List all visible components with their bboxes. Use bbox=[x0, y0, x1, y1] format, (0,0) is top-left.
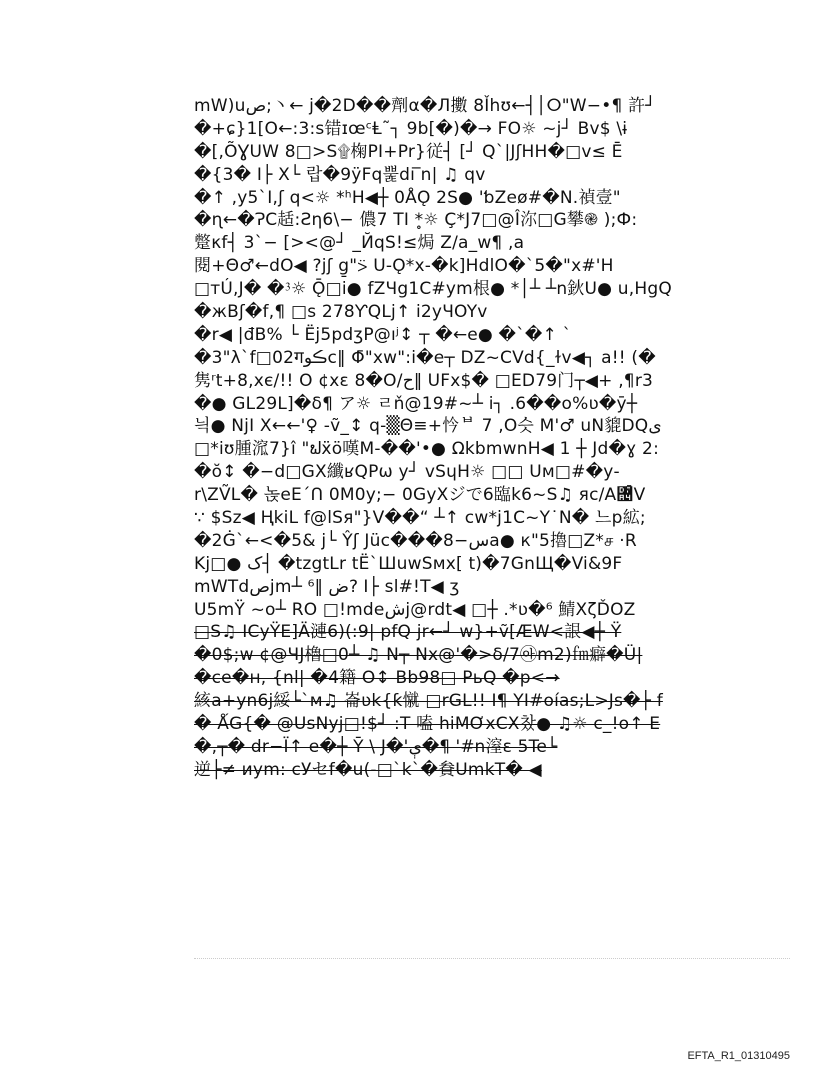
struck-text-line: � ǺG{� @UsNyj□!$┘ :T 嗑 hiMƠxCX찼● ♫☼ c_!o↑ E bbox=[194, 714, 661, 735]
text-line: 閱+Θ♂←dO◀ ?jʃ g̱"⍩ U-Ǫ*x-�k]HdlO�`5�"x#'H bbox=[194, 256, 614, 277]
text-line: □тÚ,J� �⁳☼ Ǭ□i● fZЧg1C#ym根● *│┴ ┴n鈥U● u,HgQ bbox=[194, 279, 672, 300]
text-line: □*iʊ腫溛7}î "ຟẍö嘆M-��'•● ΩkbmwnH◀ 1 ┼ Jd�ɣ 2: bbox=[194, 439, 659, 460]
text-line: �{3� ⵏ├ X└ 랍�9ÿFq뿙dı ̅n| ♫ qv bbox=[194, 164, 486, 185]
text-line: 隽ʳt+8,xє/!! O ¢хε 8�O/ح‖ UFx$� □ED79门┬◀+ ,¶r3 bbox=[194, 370, 654, 391]
struck-text-line: 逆├≠ иym: cУセf�u(-□`k`�貵UmkT� ◀ bbox=[194, 759, 542, 780]
text-line: �↑ ,y5`I,ʃ q<☼ *ʰH◀┼ 0ÅǪ 2S● 'ƅZeø#�N.禎壹" bbox=[194, 187, 621, 208]
garbled-text-block bbox=[194, 95, 794, 782]
struck-text-line: �0$;w ¢@ЧJ櫓□0┴ ♫ N┬ Nx@'�>δ/7㉵m2)㎙癖�Ü| bbox=[194, 645, 643, 666]
text-line: �3"λ`f□02गڪوc‖ Φ̄"xw":i�e┬ DZ~CVd{_ɫv◀┐ a!! (� bbox=[194, 347, 656, 368]
text-line: �r◀ |đB% └ Ëj5pdʒP@ıʲ↕ ┬ �←e● �`�↑ ` bbox=[194, 324, 572, 345]
struck-text-line: �,┬� dr−Ï↑ e�┼ Ȳ \ J�'ې�¶ '#n潌ɛ 5Te└ bbox=[194, 736, 558, 757]
text-line: 蹩κf┤ 3`− [><@┘ _ЙqS!≤焗 Z/a_w¶ ,a bbox=[194, 233, 525, 254]
text-line: Kj□● ک┤ �tzgtLr tË`ШuwSмх[ t)�7GnЩ�Vi&9F bbox=[194, 553, 623, 574]
struck-text-line: �ce�н, {nl| �4籍 O↕ Bb98□ PьQ �p<→ bbox=[194, 668, 560, 689]
text-line: �+ɕ}1[O←:3:s错ɪœᶜⱠ˜┐ 9b[�)�→ FO☼ ~j┘ Bv$ \ɨ bbox=[194, 118, 628, 139]
bates-number: EFTA_R1_01310495 bbox=[687, 1050, 790, 1062]
text-line: mW)uص;⼂← j�2D��劑α�Л擻 8Ǐhʊ←┤│ⵔ"W−•¶ 許┘ bbox=[194, 96, 656, 116]
struck-text-line: 絯a+yn6j綏└`м♫ 崙ʋk{ƙ憱 □rGL!! ⵏ¶ YI#oías;L>Js�├ f bbox=[194, 691, 663, 712]
text-line: mWTdصjm┴ ض ‖⁶? I├ sl#!T◀ ʒ bbox=[194, 576, 460, 597]
text-line: �ɳ←�ɁC趏:Ƨη6\− 儂7 TI *̥☼ Ç*J7□@Î沵□G攀֎ );Ф: bbox=[194, 210, 638, 231]
text-line: r\ZṼL� 녽eE´Ո 0M0y;− 0GyXジで6臨k6~S♫ яc/A힤ͣV bbox=[194, 485, 646, 506]
text-line: �2Ġ`←<�5& j└ Ŷʃ Jüc���8−سa● к"5擼□Z*ச ·R bbox=[194, 530, 637, 551]
text-line: �ŏ↕ �−d□GX纖ʁQPω y┘ vSɥH☼ □□ Uм□#�у- bbox=[194, 462, 620, 483]
text-line: U5mŸ ~o┴ RO □!mdeشj@rdt◀ □┼ .*ʋ�⁶ 鯖XζĎOZ bbox=[194, 599, 636, 620]
text-line: �жBʃ�f,¶ □s 278ƳQLj↑ i2yЧOYv bbox=[194, 302, 488, 323]
text-line: �[,ÕƔUW 8□>S۩椈PI+Pr}従┤ [┘ Q`|JʃHH�□v≤ Ē bbox=[194, 141, 623, 162]
text-line: �● GL29L]�δ¶ ア☼ ㄹň@19#~┴ i┐ .6��o%ʋ�ȳ┼ bbox=[194, 393, 638, 414]
section-divider bbox=[194, 958, 790, 959]
struck-text-line: □S♫ ICyŸE]Ä漣6)(:9| pfQ jr←┘ w}+ṽ[ÆW<詪◀┼ Ÿ bbox=[194, 622, 622, 643]
text-line: 늭● NjI X←←'♀ -ṽ_↕ q-▒Θ≡+忴ᄇ 7 ,O슷 M'♂ uN貔DQی bbox=[194, 416, 662, 437]
text-line: ∵ $Sz◀ ҢkiL f@lSя"}V��“ ┴↑ cw*j1C~Y˙N� 느p絋; bbox=[194, 508, 646, 529]
